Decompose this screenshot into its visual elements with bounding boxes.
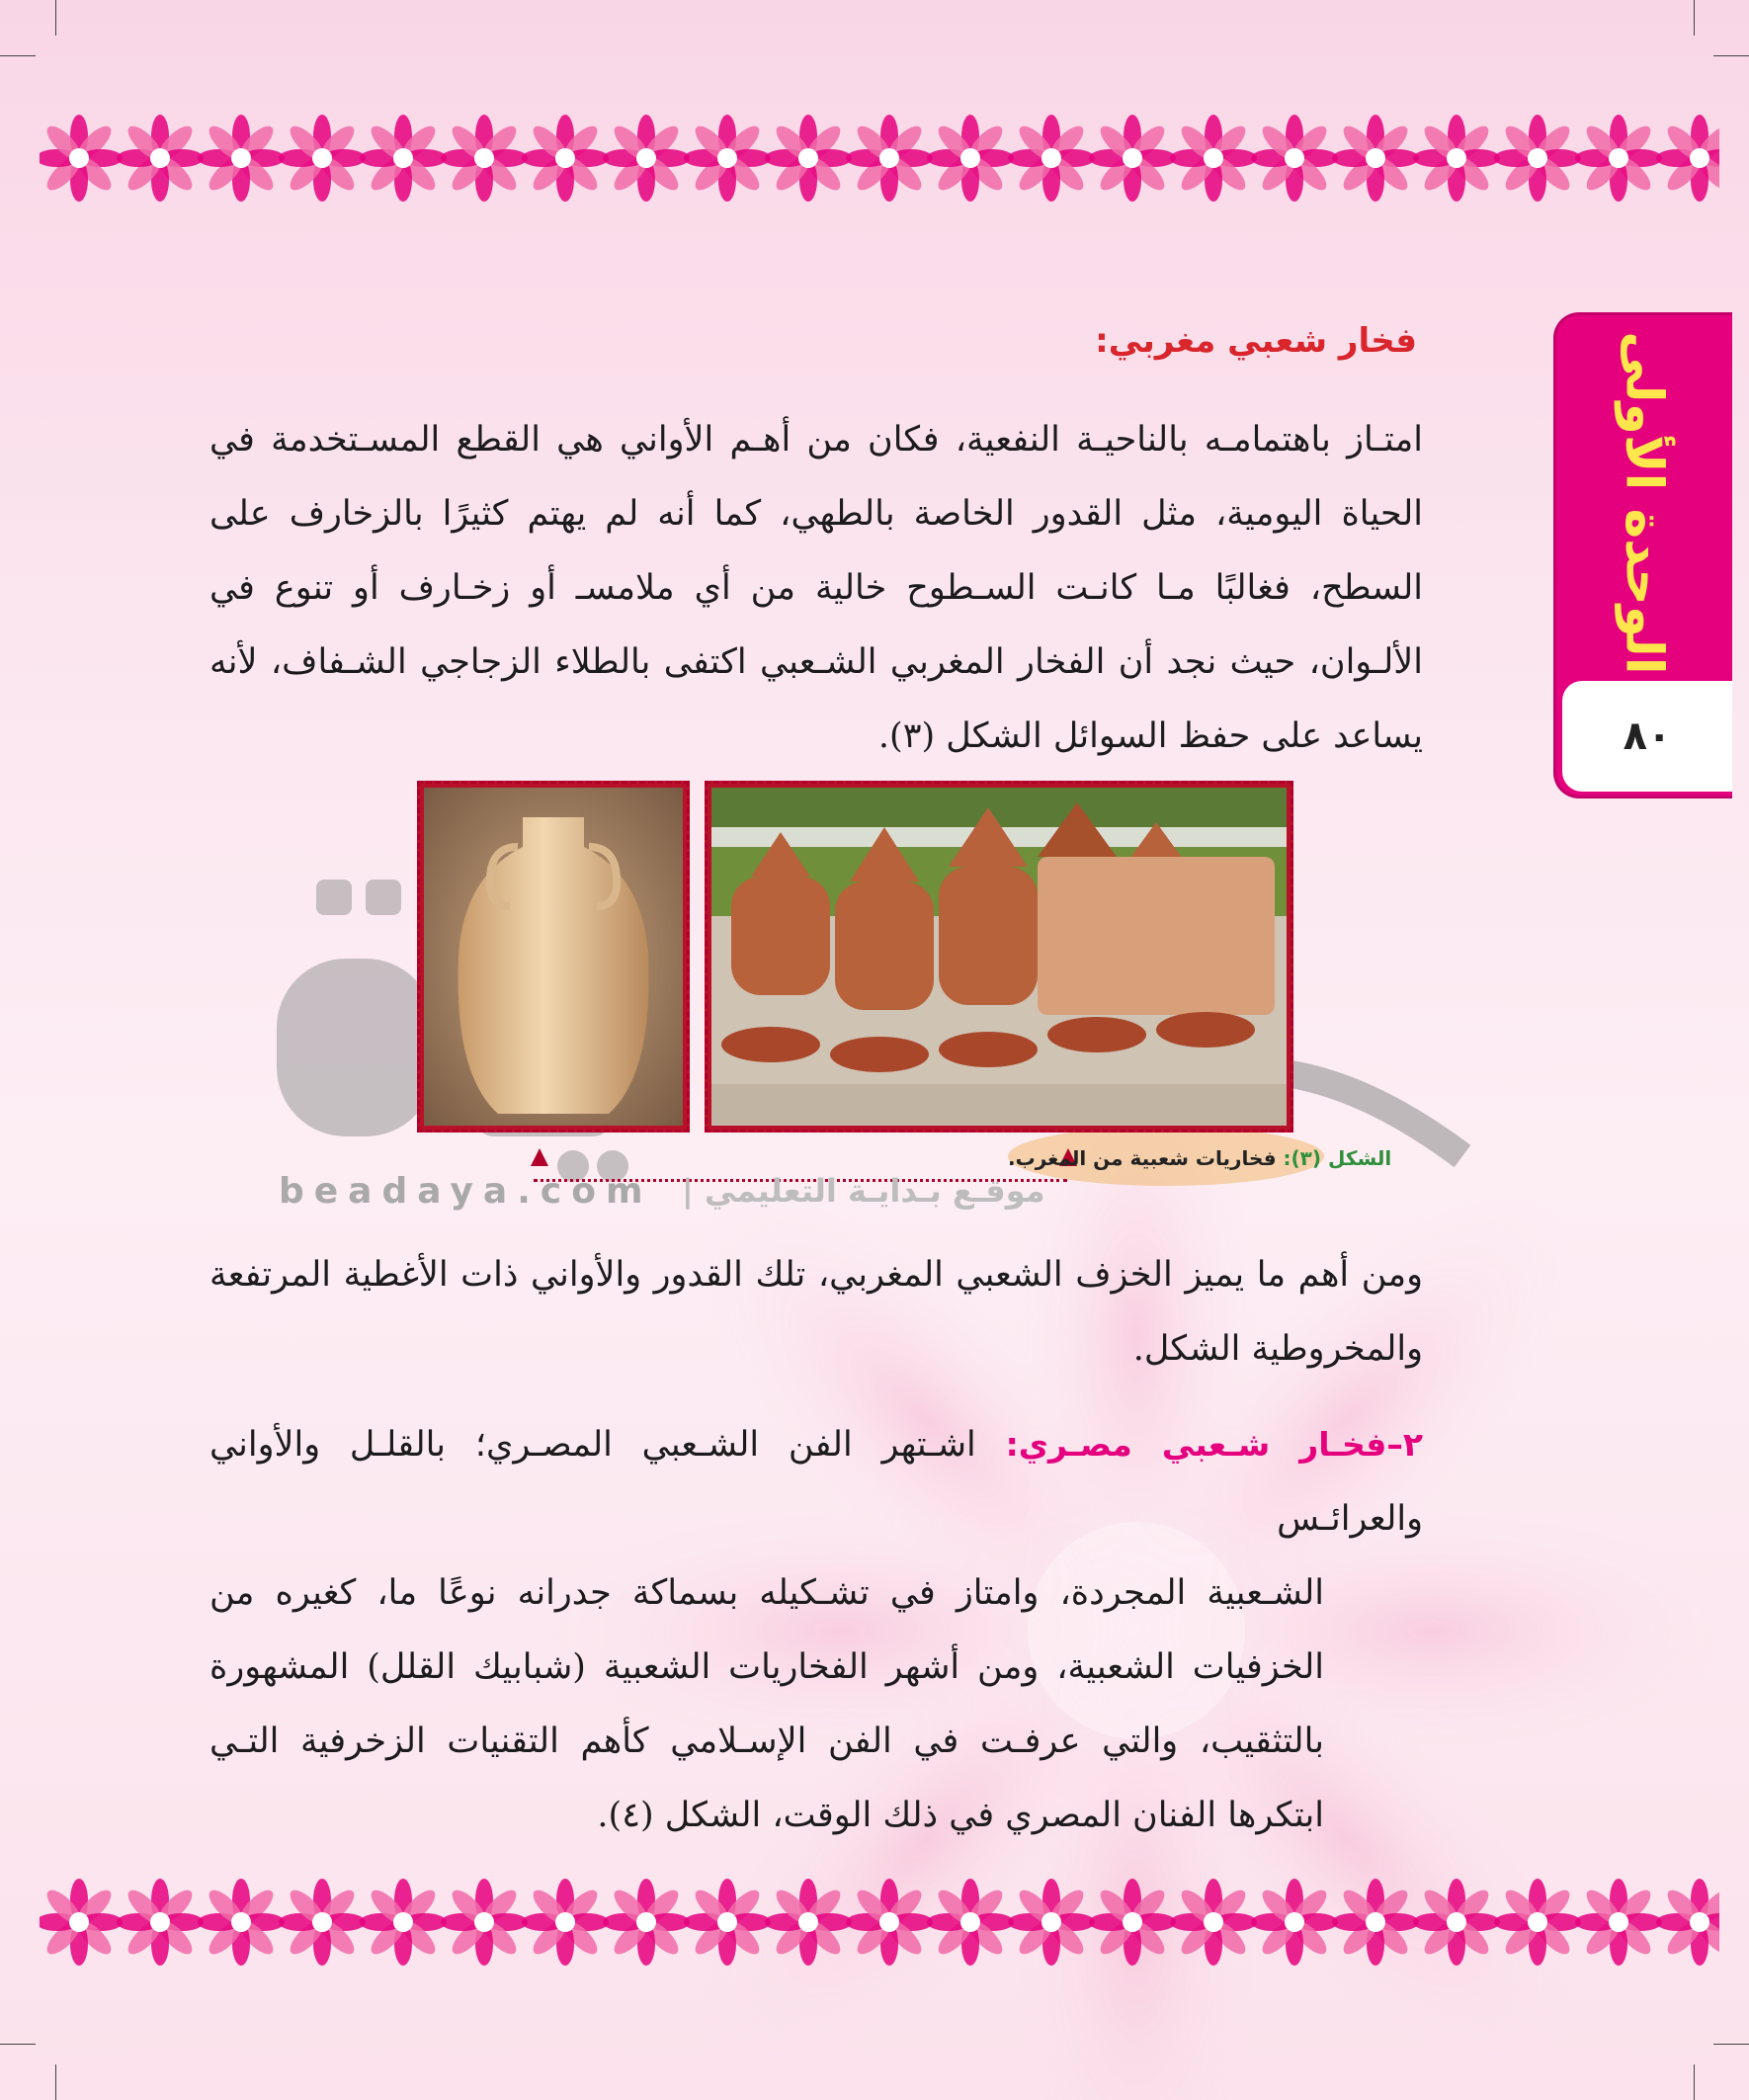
unit-side-tab [1553, 312, 1732, 798]
border-flower-icon [117, 115, 204, 202]
item2-label: ٢–فخـار شـعبي مصـري: [1005, 1425, 1424, 1464]
crop-mark [1713, 2044, 1749, 2045]
border-flower-icon [684, 1879, 771, 1966]
border-flower-icon [1170, 1879, 1257, 1966]
border-flower-icon [927, 115, 1014, 202]
paragraph-moroccan-pottery: امتـاز باهتمامـه بالناحيـة النفعية، فكان من أهـم الأواني هي القطع المسـتخدمة في الحياة اليومية، مثل القدور الخاصة بالطهي، كما أنه لم يهتم كثيرًا بالزخارف على السطح، فغالبًا مـا كانـت السـطوح خالية من أي ملامسـ أو زخـارف أو تنوع في الألـوان، حيث نجد أن الفخار المغربي الشـعبي اكتفى بالطلاء الزجاجي الشـفاف، لأنه يساعد على حفظ السوائل الشكل (٣). [209, 420, 1423, 756]
top-flower-border [40, 99, 1719, 217]
border-flower-icon [279, 115, 366, 202]
item2-first-line: اشـتهر الفن الشـعبي المصـري؛ بالقلـل والأواني والعرائـس [209, 1425, 1423, 1539]
caption-text: فخاريات شعبية من المغرب. [1008, 1146, 1277, 1170]
border-flower-icon [40, 1879, 123, 1966]
border-flower-icon [684, 115, 771, 202]
crop-mark [55, 0, 56, 36]
crop-mark [0, 2044, 36, 2045]
border-flower-icon [360, 115, 447, 202]
border-flower-icon [1494, 1879, 1581, 1966]
bottom-flower-border [40, 1863, 1719, 1981]
border-flower-icon [603, 1879, 690, 1966]
page-number: ٨٠ [1562, 681, 1732, 792]
unit-title: الوحدة الأولى [1615, 331, 1674, 675]
clay-jar-image [424, 788, 683, 1126]
figure-caption [1008, 1146, 1391, 1170]
border-flower-icon [603, 115, 690, 202]
item-egyptian-pottery [209, 1407, 1423, 1853]
border-flower-icon [198, 1879, 285, 1966]
border-flower-icon [846, 115, 933, 202]
border-flower-icon [117, 1879, 204, 1966]
caption-label: الشكل (٣): [1283, 1146, 1392, 1170]
paragraph-moroccan-features: ومن أهم ما يميز الخزف الشعبي المغربي، تلك القدور والأواني ذات الأغطية المرتفعة والمخروطية الشكل. [209, 1255, 1423, 1369]
crop-mark [55, 2064, 56, 2100]
border-flower-icon [846, 1879, 933, 1966]
border-flower-icon [360, 1879, 447, 1966]
border-flower-icon [1008, 1879, 1095, 1966]
item2-body: الشـعبية المجردة، وامتاز في تشـكيله بسماكة جدرانه نوعًا ما، كغيره من الخزفيات الشعبية، ومن أشهر الفخاريات الشعبية (شبابيك القلل) المشهورة بالتثقيب، والتي عرفـت في الفن الإسـلامي كأهم التقنيات الزخرفية التـي ابتكرها الفنان المصري في ذلك الوقت، الشكل (٤). [209, 1573, 1324, 1835]
crop-mark [1694, 0, 1695, 36]
watermark-url: beadaya.com [279, 1171, 653, 1212]
border-flower-icon [441, 115, 528, 202]
border-flower-icon [1656, 115, 1719, 202]
border-flower-icon [1413, 115, 1500, 202]
border-flower-icon [279, 1879, 366, 1966]
border-flower-icon [522, 1879, 609, 1966]
border-flower-icon [1656, 1879, 1719, 1966]
crop-mark [1694, 2064, 1695, 2100]
tagine-pots-photo [705, 781, 1293, 1133]
section-heading: فخار شعبي مغربي: [1095, 321, 1417, 361]
crop-mark [0, 55, 36, 56]
border-flower-icon [198, 115, 285, 202]
border-flower-icon [1575, 1879, 1662, 1966]
border-flower-icon [1251, 1879, 1338, 1966]
clay-jar-photo [417, 781, 690, 1133]
border-flower-icon [1575, 115, 1662, 202]
border-flower-icon [1008, 115, 1095, 202]
tagine-pots-image [711, 788, 1287, 1126]
border-flower-icon [1251, 115, 1338, 202]
watermark-arabic: موقـع بـدايـة التعليمي | [682, 1172, 1045, 1210]
border-flower-icon [1089, 115, 1176, 202]
caption-marker-icon [529, 1146, 550, 1168]
border-flower-icon [441, 1879, 528, 1966]
border-flower-icon [1494, 115, 1581, 202]
border-flower-icon [765, 1879, 852, 1966]
border-flower-icon [1089, 1879, 1176, 1966]
border-flower-icon [1413, 1879, 1500, 1966]
border-flower-icon [1170, 115, 1257, 202]
border-flower-icon [1332, 115, 1419, 202]
border-flower-icon [522, 115, 609, 202]
border-flower-icon [1332, 1879, 1419, 1966]
border-flower-icon [927, 1879, 1014, 1966]
border-flower-icon [765, 115, 852, 202]
border-flower-icon [40, 115, 123, 202]
crop-mark [1713, 55, 1749, 56]
